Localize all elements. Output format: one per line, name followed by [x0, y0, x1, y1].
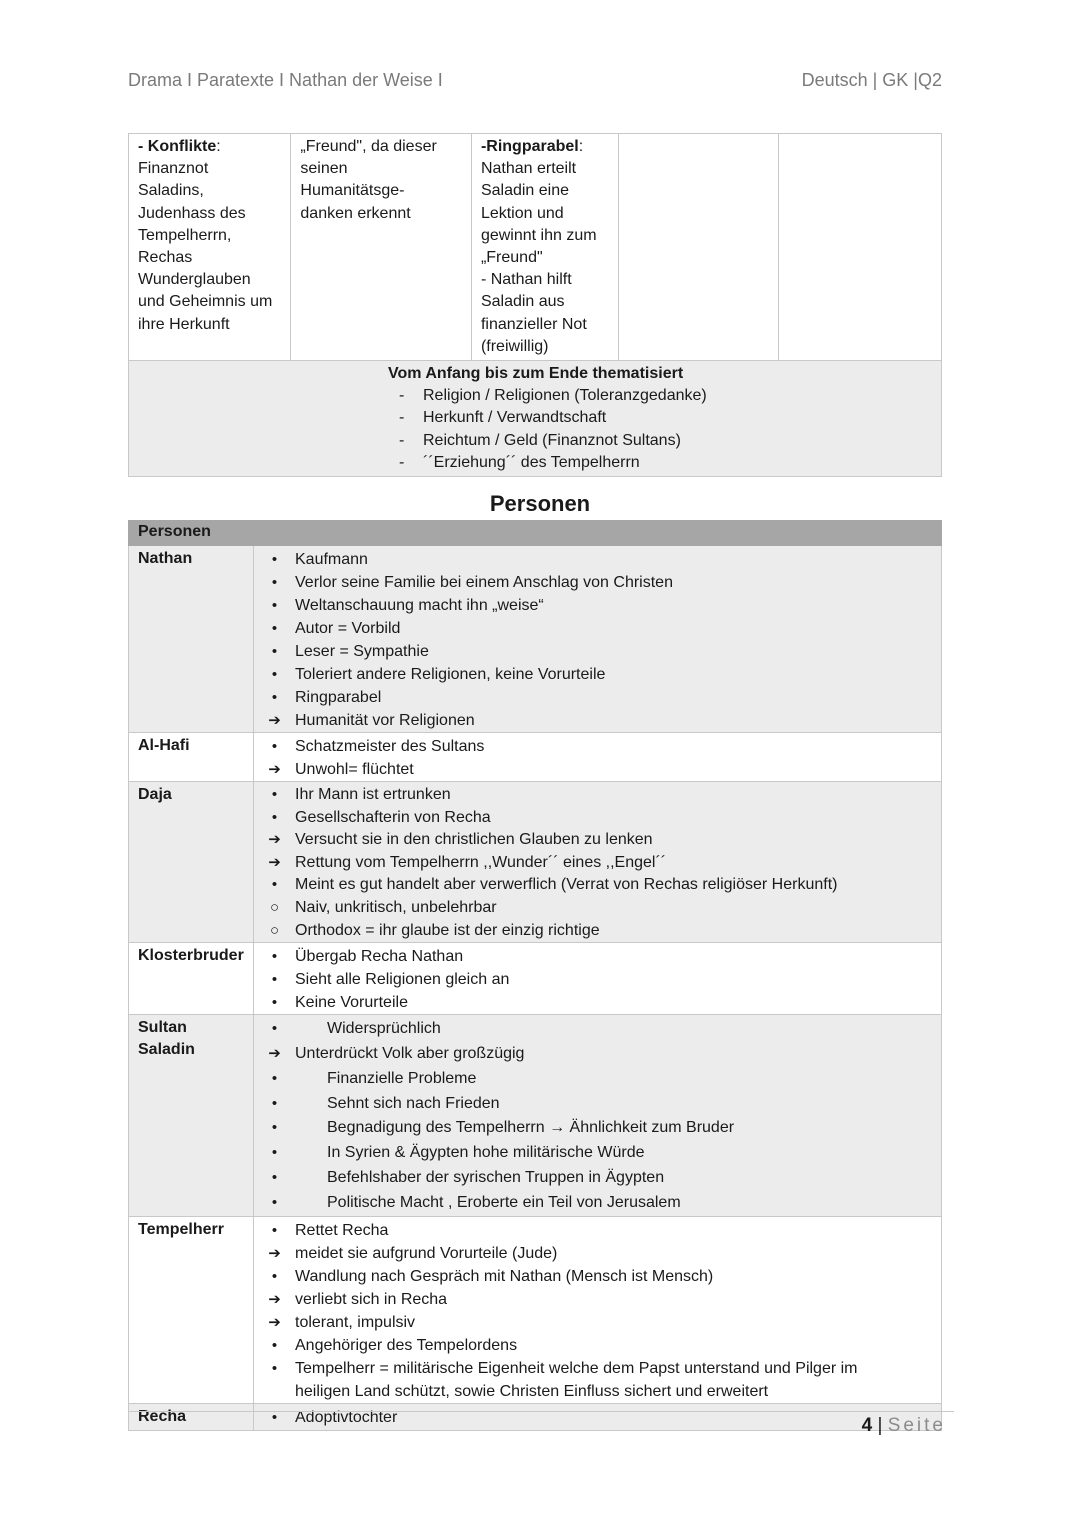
cell-line: gewinnt ihn zum: [480, 226, 597, 244]
person-name: [129, 733, 254, 782]
trait-text: Befehlshaber der syrischen Truppen in Ägypten: [327, 1168, 665, 1186]
arrow-right-icon: ➔: [268, 853, 281, 871]
trait-item: [254, 735, 941, 758]
themes-row: [129, 361, 942, 477]
bullet-icon: •: [271, 1168, 278, 1186]
person-traits: [254, 1015, 942, 1216]
themes-cell: [129, 361, 942, 477]
person-traits: [254, 1216, 942, 1403]
arrow-right-icon: ➔: [268, 831, 281, 849]
bullet-icon: •: [271, 689, 278, 706]
bullet-icon: •: [271, 1119, 278, 1137]
dash-marker: -: [399, 409, 405, 427]
theme-text: ´´Erziehung´´ des Tempelherrn: [423, 453, 640, 471]
person-traits: [254, 943, 942, 1015]
trait-item: [254, 1219, 941, 1242]
cell-line: danken erkennt: [300, 204, 411, 222]
bullet-icon: •: [271, 948, 278, 966]
bullet-icon: •: [271, 876, 278, 894]
person-name: [129, 943, 254, 1015]
person-row: [129, 943, 942, 1015]
person-name-line: Recha: [138, 1407, 187, 1425]
empty-cell-4: [619, 134, 778, 361]
trait-text: Finanzielle Probleme: [327, 1069, 477, 1087]
trait-item: [254, 1116, 941, 1141]
person-name-line: Daja: [138, 786, 172, 803]
trait-text: In Syrien & Ägypten hohe militärische Würde: [327, 1144, 645, 1162]
page-number-separator: |: [872, 1415, 888, 1436]
person-name: [129, 782, 254, 943]
person-name-line: Al-Hafi: [138, 737, 190, 754]
cell-line: Rechas: [138, 249, 193, 267]
person-row: [129, 1216, 942, 1403]
trait-item: [254, 852, 941, 875]
trait-item: [254, 1067, 941, 1092]
persons-header-row: [129, 521, 942, 546]
trait-text: Orthodox = ihr glaube ist der einzig richtige: [295, 921, 600, 939]
trait-text: Ihr Mann ist ertrunken: [295, 786, 451, 803]
page-number: [862, 1415, 946, 1437]
trait-text: Unterdrückt Volk aber großzügig: [295, 1044, 525, 1062]
trait-text: Wandlung nach Gespräch mit Nathan (Mensch ist Mensch): [295, 1267, 714, 1285]
cell-line: Wunderglauben: [138, 271, 251, 289]
trait-item: [254, 945, 941, 968]
trait-item: [254, 594, 941, 617]
trait-item: [254, 1357, 941, 1403]
bullet-icon: •: [271, 1267, 278, 1285]
persons-table: [128, 520, 942, 1431]
trait-text: Politische Macht , Eroberte ein Teil von Jerusalem: [327, 1193, 681, 1211]
theme-item: [388, 430, 932, 452]
cell-line: Saladin eine: [480, 182, 570, 200]
cell-line: „Freund", da dieser: [300, 138, 437, 155]
trait-text: Begnadigung des Tempelherrn → Ähnlichkeit zum Bruder: [327, 1119, 735, 1137]
cell-line: Finanznot: [138, 160, 209, 178]
bullet-icon: •: [271, 1408, 278, 1426]
cell-line: seinen: [300, 160, 348, 178]
trait-item: [254, 1092, 941, 1117]
trait-text: Adoptivtochter: [295, 1408, 398, 1426]
theme-text: Herkunft / Verwandtschaft: [423, 409, 607, 427]
cell-line: Saladins,: [138, 182, 204, 200]
page-number-value: 4: [861, 1415, 873, 1436]
cell-line: finanzieller Not: [480, 315, 587, 333]
arrow-right-icon: ➔: [268, 1044, 281, 1062]
bullet-icon: •: [271, 551, 278, 568]
cell-line: Tempelherrn,: [138, 226, 232, 244]
ringparabel-lines: [481, 158, 609, 358]
trait-item: [254, 1017, 941, 1042]
summary-row: [129, 134, 942, 361]
bullet-icon: •: [271, 1094, 278, 1112]
conflicts-cell: [129, 134, 291, 361]
trait-item: [254, 1141, 941, 1166]
persons-header: Personen: [129, 521, 942, 546]
cell-line: und Geheimnis um: [138, 293, 273, 311]
dash-marker: -: [399, 387, 405, 405]
bullet-icon: •: [271, 597, 278, 614]
bullet-icon: •: [271, 786, 278, 803]
arrow-right-icon: ➔: [268, 1313, 281, 1331]
trait-text: Übergab Recha Nathan: [295, 948, 464, 966]
trait-text: Weltanschauung macht ihn „weise“: [295, 597, 544, 614]
person-row: [129, 782, 942, 943]
theme-text: Religion / Religionen (Toleranzgedanke): [423, 387, 707, 405]
arrow-right-icon: ➔: [268, 1290, 281, 1308]
bullet-icon: •: [271, 1020, 278, 1038]
trait-item: [254, 640, 941, 663]
conflicts-lines: [138, 158, 281, 336]
trait-text: Keine Vorurteile: [295, 994, 408, 1012]
page-label: Seite: [887, 1415, 946, 1436]
trait-text: verliebt sich in Recha: [295, 1290, 448, 1308]
person-name: [129, 1403, 254, 1430]
conflicts-colon: :: [216, 138, 221, 155]
bullet-icon: •: [271, 666, 278, 683]
person-name-line: Nathan: [138, 550, 193, 567]
section-title: Personen: [489, 491, 591, 516]
person-name: [129, 546, 254, 733]
trait-text: Schatzmeister des Sultans: [295, 738, 485, 755]
friend-lines: [300, 136, 462, 225]
trait-text: Tempelherr = militärische Eigenheit welche dem Papst unterstand und Pilger im heiligen Land schützt, sowie Christen Einfluss sichert und erweitert: [295, 1359, 858, 1400]
trait-item: [254, 1311, 941, 1334]
person-name-line: Tempelherr: [138, 1220, 224, 1238]
trait-text: Ringparabel: [295, 689, 382, 706]
trait-text: meidet sie aufgrund Vorurteile (Jude): [295, 1244, 558, 1262]
trait-item: [254, 571, 941, 594]
cell-line: „Freund": [480, 249, 543, 267]
trait-item: [254, 758, 941, 781]
person-name: [129, 1015, 254, 1216]
person-traits: [254, 546, 942, 733]
trait-item: [254, 1191, 941, 1216]
trait-text: Rettet Recha: [295, 1221, 389, 1239]
trait-item: [254, 709, 941, 732]
trait-item: [254, 807, 941, 830]
theme-item: [388, 452, 932, 474]
trait-item: [254, 874, 941, 897]
person-name-line: Klosterbruder: [138, 947, 244, 965]
trait-item: [254, 1406, 941, 1429]
trait-item: [254, 991, 941, 1014]
trait-item: [254, 829, 941, 852]
ringparabel-label: -Ringparabel: [480, 138, 579, 155]
trait-item: [254, 968, 941, 991]
bullet-icon: •: [271, 1144, 278, 1162]
bullet-icon: •: [271, 1336, 278, 1354]
bullet-icon: •: [271, 574, 278, 591]
person-traits: [254, 782, 942, 943]
ringparabel-colon: :: [578, 138, 584, 155]
person-row: [129, 1015, 942, 1216]
trait-item: [254, 686, 941, 709]
trait-item: [254, 1166, 941, 1191]
trait-text: tolerant, impulsiv: [295, 1313, 416, 1331]
bullet-icon: •: [271, 971, 278, 989]
trait-text: Versucht sie in den christlichen Glauben zu lenken: [295, 831, 653, 849]
person-name-line: Saladin: [138, 1041, 195, 1059]
trait-text: Kaufmann: [295, 551, 368, 568]
friend-cell: [291, 134, 472, 361]
cell-line: Humanitätsge-: [300, 182, 405, 200]
person-name-line: Sultan: [138, 1019, 187, 1037]
trait-text: Autor = Vorbild: [295, 620, 401, 637]
trait-text: Naiv, unkritisch, unbelehrbar: [295, 898, 497, 916]
dash-marker: -: [399, 431, 405, 449]
theme-text: Reichtum / Geld (Finanznot Sultans): [423, 431, 681, 449]
bullet-icon: •: [271, 808, 278, 826]
person-row: [129, 546, 942, 733]
cell-line: - Nathan hilft: [480, 271, 572, 289]
trait-item: [254, 663, 941, 686]
cell-line: Nathan erteilt: [480, 160, 577, 178]
cell-line: Lektion und: [480, 204, 564, 222]
cell-line: ihre Herkunft: [138, 315, 230, 333]
trait-text: Humanität vor Religionen: [295, 712, 475, 729]
trait-item: [254, 1042, 941, 1067]
person-row: [129, 1403, 942, 1430]
trait-text: Verlor seine Familie bei einem Anschlag von Christen: [295, 574, 673, 591]
person-name: [129, 1216, 254, 1403]
cell-line: Judenhass des: [138, 204, 246, 222]
cell-line: (freiwillig): [480, 337, 549, 355]
footer-divider: [128, 1411, 954, 1412]
bullet-icon: •: [271, 1193, 278, 1211]
person-row: [129, 733, 942, 782]
trait-item: [254, 548, 941, 571]
bullet-icon: •: [271, 1221, 278, 1239]
themes-list: [388, 385, 932, 474]
header-left: Drama I Paratexte I Nathan der Weise I: [128, 70, 443, 90]
dash-marker: -: [399, 453, 405, 471]
trait-text: Sehnt sich nach Frieden: [327, 1094, 500, 1112]
bullet-icon: •: [271, 738, 278, 755]
trait-item: [254, 617, 941, 640]
person-traits: [254, 1403, 942, 1430]
circle-bullet-icon: ○: [269, 898, 280, 916]
trait-text: Angehöriger des Tempelordens: [295, 1336, 518, 1354]
trait-text: Rettung vom Tempelherrn ,,Wunder´´ eines ,,Engel´´: [295, 853, 667, 871]
trait-text: Leser = Sympathie: [295, 643, 429, 660]
trait-text: Unwohl= flüchtet: [295, 761, 414, 778]
bullet-icon: •: [271, 643, 278, 660]
themes-title: Vom Anfang bis zum Ende thematisiert: [388, 365, 684, 383]
conflicts-label: - Konflikte: [138, 138, 217, 155]
summary-table: [128, 133, 942, 477]
trait-text: Widersprüchlich: [327, 1020, 441, 1038]
theme-item: [388, 407, 932, 429]
trait-item: [254, 897, 941, 920]
header-right: Deutsch | GK |Q2: [801, 70, 942, 90]
bullet-icon: •: [271, 620, 278, 637]
trait-item: [254, 784, 941, 807]
cell-line: Saladin aus: [480, 293, 565, 311]
bullet-icon: •: [271, 994, 278, 1012]
trait-item: [254, 1288, 941, 1311]
empty-cell-5: [778, 134, 941, 361]
theme-item: [388, 385, 932, 407]
ringparabel-cell: [471, 134, 618, 361]
person-traits: [254, 733, 942, 782]
bullet-icon: •: [271, 1069, 278, 1087]
arrow-right-icon: ➔: [268, 1244, 281, 1262]
bullet-icon: •: [271, 1359, 278, 1377]
trait-item: [254, 1242, 941, 1265]
circle-bullet-icon: ○: [269, 921, 280, 939]
trait-item: [254, 1265, 941, 1288]
trait-text: Toleriert andere Religionen, keine Vorurteile: [295, 666, 606, 683]
trait-text: Meint es gut handelt aber verwerflich (Verrat von Rechas religiöser Herkunft): [295, 876, 838, 894]
arrow-right-icon: ➔: [268, 712, 281, 729]
trait-item: [254, 1334, 941, 1357]
arrow-right-icon: ➔: [268, 761, 281, 778]
trait-text: Sieht alle Religionen gleich an: [295, 971, 510, 989]
trait-item: [254, 920, 941, 943]
trait-text: Gesellschafterin von Recha: [295, 808, 491, 826]
